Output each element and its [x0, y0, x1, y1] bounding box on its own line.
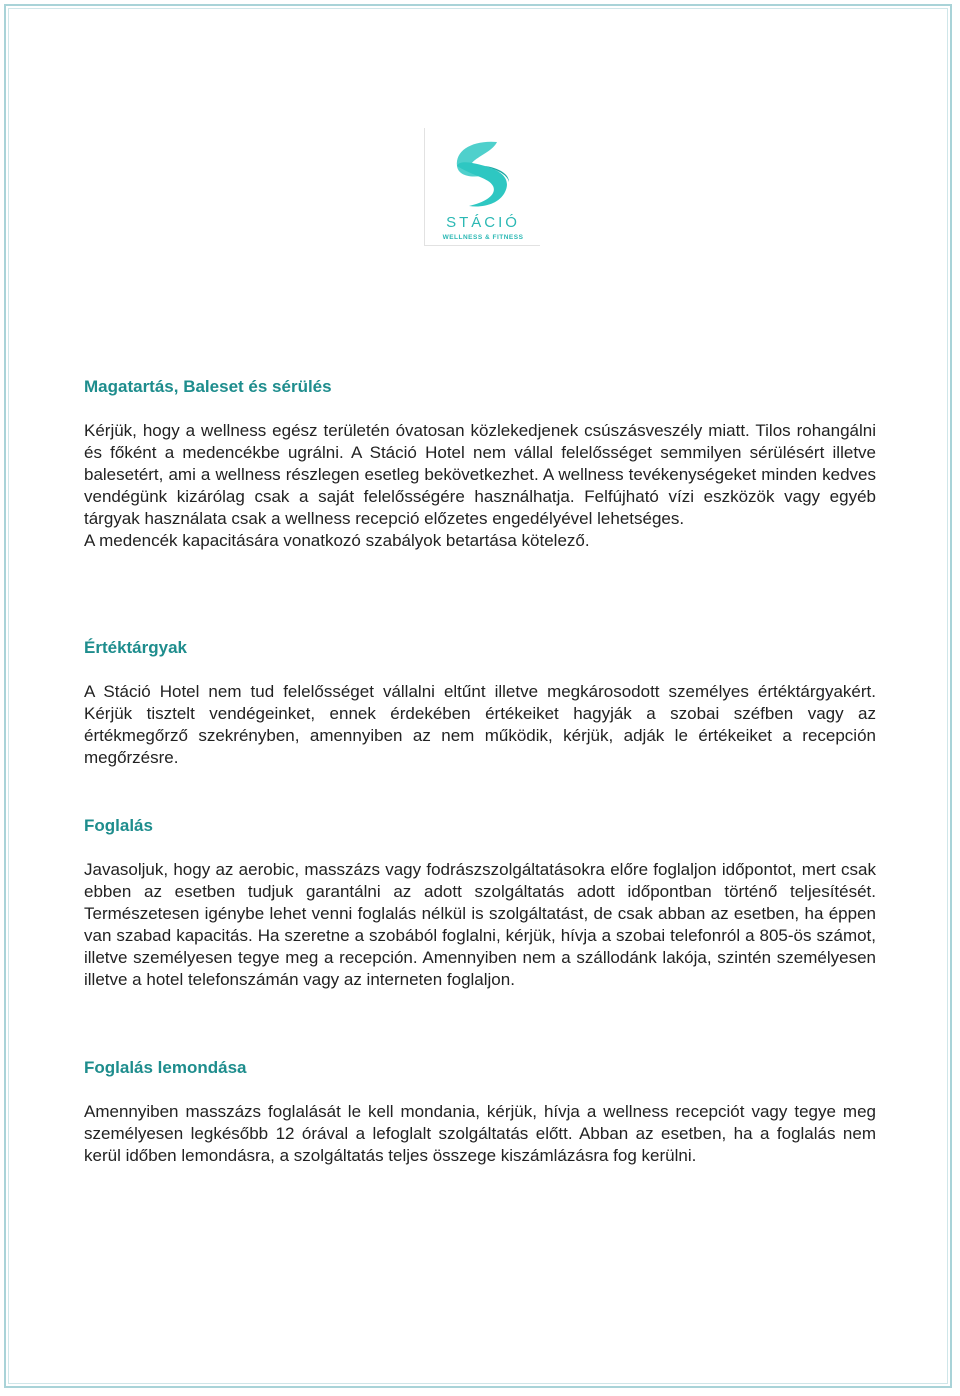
section-paragraph: A medencék kapacitására vonatkozó szabályok betartása kötelező. [84, 531, 590, 550]
section-cancellation [84, 1057, 876, 1167]
logo-subtitle: WELLNESS & FITNESS [442, 234, 524, 241]
section-conduct [84, 376, 876, 552]
section-heading: Értéktárgyak [84, 638, 188, 657]
stacio-s-icon [443, 136, 523, 212]
logo-name: STÁCIÓ [446, 214, 520, 231]
section-heading: Foglalás lemondása [84, 1058, 247, 1077]
section-heading: Magatartás, Baleset és sérülés [84, 377, 332, 396]
section-valuables [84, 637, 876, 769]
section-paragraph: A Stáció Hotel nem tud felelősséget vállalni eltűnt illetve megkárosodott személyes értéktárgyakért. Kérjük tisztelt vendégeinket, ennek érdekében értékeiket hagyják a szobai széfben vagy az értékmegőrző szekrényben, amennyiben az nem működik, kérjük, adják le értékeiket a recepción megőrzésre. [84, 682, 876, 767]
section-paragraph: Kérjük, hogy a wellness egész területén óvatosan közlekedjenek csúszásveszély miatt. Tilos rohangálni és főként a medencékbe ugrálni. A Stáció Hotel nem vállal felelősséget semmilyen sérülésért illetve balesetért, ami a wellness részlegen esetleg bekövetkezhet. A wellness tevékenységeket minden kedves vendégünk kizárólag csak a saját felelősségére használhatja. Felfújható vízi eszközök vagy egyéb tárgyak használata csak a wellness recepció előzetes engedélyével lehetséges. [84, 421, 876, 528]
stacio-logo [424, 128, 540, 246]
section-paragraph: Amennyiben masszázs foglalását le kell mondania, kérjük, hívja a wellness recepciót vagy tegye meg személyesen legkésőbb 12 órával a lefoglalt szolgáltatás előtt. Abban az esetben, ha a foglalás nem kerül időben lemondásra, a szolgáltatás teljes összege kiszámlázásra fog kerülni. [84, 1102, 876, 1165]
section-booking [84, 815, 876, 991]
section-heading: Foglalás [84, 816, 153, 835]
section-paragraph: Javasoljuk, hogy az aerobic, masszázs vagy fodrászszolgáltatásokra előre foglaljon időpontot, mert csak ebben az esetben tudjuk garantálni az adott szolgáltatás adott időpontban történő teljesítését. Természetesen igénybe lehet venni foglalás nélkül is szolgáltatást, de csak abban az esetben, ha éppen van szabad kapacitás. Ha szeretne a szobából foglalni, kérjük, hívja a szobai telefonról a 805-ös számot, illetve személyesen tegye meg a recepción. Amennyiben nem a szállodánk lakója, szintén személyesen illetve a hotel telefonszámán vagy az interneten foglaljon. [84, 860, 876, 989]
